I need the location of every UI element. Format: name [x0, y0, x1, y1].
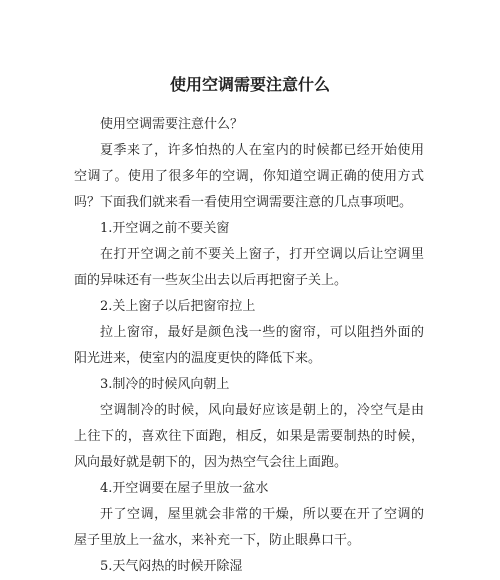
- section-body-3: 空调制冷的时候，风向最好应该是朝上的，冷空气是由上往下的，喜欢往下面跑，相反，如果是需要制热的时候，风向最好就是朝下的，因为热空气会往上面跑。: [74, 403, 424, 470]
- section-heading-4: 4.开空调要在屋子里放一盆水: [100, 481, 269, 496]
- section-body-1: 在打开空调之前不要关上窗子，打开空调以后让空调里面的异味还有一些灰尘出去以后再把窗子关上。: [74, 247, 424, 288]
- article-body: [74, 112, 424, 580]
- section-body-2: 拉上窗帘，最好是颜色浅一些的窗帘，可以阻挡外面的阳光进来，使室内的温度更快的降低下来。: [74, 325, 424, 366]
- intro-question: 使用空调需要注意什么？: [100, 117, 244, 132]
- section-body-4: 开了空调，屋里就会非常的干燥，所以要在开了空调的屋子里放上一盆水，来补充一下，防止眼鼻口干。: [74, 507, 424, 548]
- intro-paragraph: 夏季来了，许多怕热的人在室内的时候都已经开始使用空调了。使用了很多年的空调，你知道空调正确的使用方式吗？下面我们就来看一看使用空调需要注意的几点事项吧。: [74, 143, 424, 210]
- section-heading-1: 1.开空调之前不要关窗: [100, 221, 230, 236]
- section-heading-3: 3.制冷的时候风向朝上: [100, 377, 230, 392]
- page-title: 使用空调需要注意什么: [169, 75, 330, 94]
- section-heading-2: 2.关上窗子以后把窗帘拉上: [100, 299, 256, 314]
- section-heading-5: 5.天气闷热的时候开除湿: [100, 559, 243, 574]
